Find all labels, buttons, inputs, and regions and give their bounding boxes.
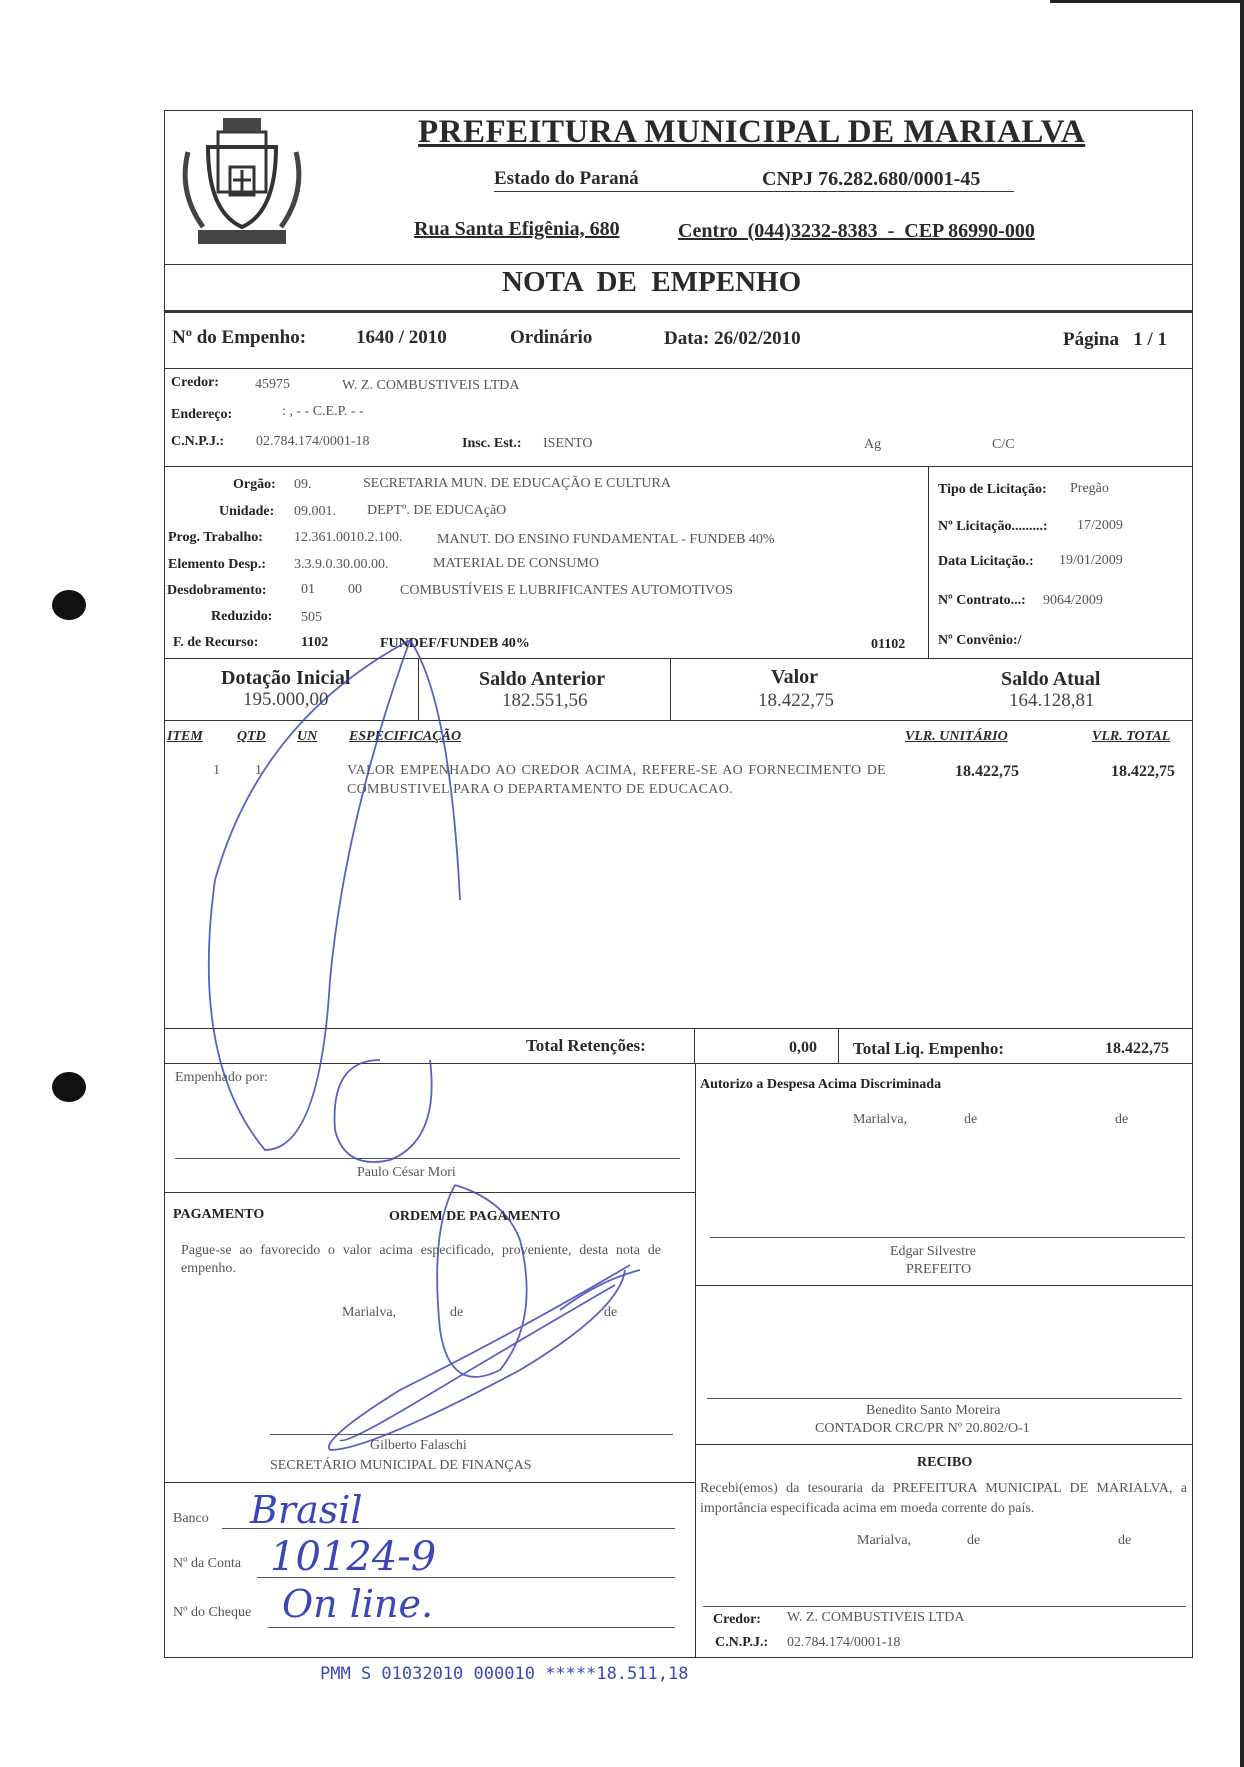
banco-label: Banco: [173, 1511, 209, 1526]
espec-col-header: ESPECIFICAÇÃO: [349, 729, 462, 744]
account-label: C/C: [992, 437, 1015, 452]
pagamento-city: Marialva,: [342, 1305, 397, 1320]
header-state-line: [494, 191, 1014, 192]
credor-label: Credor:: [171, 375, 219, 390]
cnpj-value: 02.784.174/0001-18: [256, 434, 370, 449]
desdobramento-code2: 00: [348, 582, 362, 597]
divider: [418, 658, 419, 720]
liq-empenho-value: 18.422,75: [1105, 1040, 1169, 1057]
cheque-label: Nº do Cheque: [173, 1605, 252, 1620]
divider: [164, 1482, 695, 1483]
empenhado-por-name: Paulo César Mori: [357, 1165, 456, 1180]
autorizo-de1: de: [964, 1112, 978, 1127]
header-cnpj: CNPJ 76.282.680/0001-45: [762, 168, 981, 190]
autorizo-label: Autorizo a Despesa Acima Discriminada: [700, 1077, 942, 1092]
dotacao-inicial-label: Dotação Inicial: [221, 667, 351, 689]
retencoes-label: Total Retenções:: [526, 1036, 646, 1055]
recibo-credor-name: W. Z. COMBUSTIVEIS LTDA: [787, 1610, 965, 1625]
divider: [838, 1028, 839, 1063]
divider: [164, 720, 1193, 721]
conta-label: Nº da Conta: [173, 1556, 242, 1571]
empenho-type: Ordinário: [510, 327, 593, 348]
contador-role: CONTADOR CRC/PR Nº 20.802/O-1: [815, 1421, 1030, 1436]
valor-value: 18.422,75: [758, 690, 834, 711]
divider: [694, 1028, 695, 1063]
unidade-code: 09.001.: [294, 504, 336, 519]
header-district: Centro (044)3232-8383 - CEP 86990-000: [678, 220, 1035, 242]
desdobramento-label: Desdobramento:: [167, 583, 267, 598]
licitacao-number-label: Nº Licitação.........:: [938, 519, 1048, 534]
pagamento-de2: de: [604, 1305, 618, 1320]
recibo-text: Recebi(emos) da tesouraria da PREFEITURA MUNICIPAL DE MARIALVA, a importância especificada acima em moeda corrente do país.: [700, 1481, 1187, 1516]
cheque-line: [268, 1627, 675, 1628]
saldo-atual-value: 164.128,81: [1009, 690, 1095, 711]
scan-edge-top: [1050, 0, 1244, 3]
recibo-cnpj-label: C.N.P.J.:: [715, 1635, 769, 1650]
ordem-pagamento-title: ORDEM DE PAGAMENTO: [389, 1209, 561, 1224]
divider: [695, 1444, 1193, 1445]
divider: [164, 1028, 1193, 1029]
licitacao-date-label: Data Licitação.:: [938, 554, 1034, 569]
secretario-role: SECRETÁRIO MUNICIPAL DE FINANÇAS: [270, 1458, 532, 1473]
banco-handwritten: Brasil: [250, 1488, 363, 1532]
autorizo-de2: de: [1115, 1112, 1129, 1127]
recurso-code: 1102: [301, 635, 329, 650]
divider: [928, 466, 929, 658]
conta-handwritten: 10124-9: [270, 1534, 437, 1580]
recibo-credor-label: Credor:: [713, 1612, 761, 1627]
empenho-number-label: Nº do Empenho:: [172, 327, 307, 348]
item-number: 1: [213, 763, 220, 778]
recurso-code2: 01102: [871, 637, 906, 652]
divider: [164, 658, 1193, 659]
doc-title: NOTA DE EMPENHO: [502, 266, 802, 298]
licitacao-type-value: Pregão: [1070, 481, 1109, 496]
contrato-label: Nº Contrato...:: [938, 593, 1026, 608]
licitacao-number-value: 17/2009: [1077, 518, 1123, 533]
desdobramento-name: COMBUSTÍVEIS E LUBRIFICANTES AUTOMOTIVOS: [400, 583, 734, 598]
saldo-atual-label: Saldo Atual: [1001, 668, 1101, 690]
unidade-name: DEPTº. DE EDUCAçãO: [367, 503, 507, 518]
divider: [164, 466, 1193, 467]
divider: [164, 1192, 695, 1193]
punch-hole-bottom: [52, 1072, 86, 1102]
convenio-label: Nº Convênio:/: [938, 633, 1022, 648]
signature-line: [707, 1398, 1182, 1399]
prefeito-role: PREFEITO: [906, 1262, 972, 1277]
valor-label: Valor: [771, 666, 819, 688]
recibo-de1: de: [967, 1533, 981, 1548]
retencoes-value: 0,00: [789, 1039, 817, 1056]
signature-line: [703, 1606, 1186, 1607]
divider: [164, 264, 1193, 265]
reduzido-value: 505: [301, 610, 322, 625]
divider: [695, 1063, 696, 1658]
item-unit-value: 18.422,75: [955, 763, 1019, 780]
page-number: Página 1 / 1: [1063, 329, 1167, 350]
pagamento-text: Pague-se ao favorecido o valor acima especificado, proveniente, desta nota de empenho.: [181, 1243, 661, 1276]
punch-hole-top: [52, 590, 86, 620]
scan-edge-right: [1240, 0, 1244, 1767]
orgao-code: 09.: [294, 477, 312, 492]
reduzido-label: Reduzido:: [211, 609, 273, 624]
divider: [164, 368, 1193, 369]
divider: [670, 658, 671, 720]
credor-code: 45975: [255, 377, 290, 392]
empenhado-por-label: Empenhado por:: [175, 1070, 268, 1085]
autorizo-city: Marialva,: [853, 1112, 908, 1127]
credor-name: W. Z. COMBUSTIVEIS LTDA: [342, 378, 520, 393]
saldo-anterior-value: 182.551,56: [502, 690, 588, 711]
recibo-title: RECIBO: [917, 1455, 973, 1470]
signature-line: [270, 1434, 673, 1435]
unit-col-header: VLR. UNITÁRIO: [905, 729, 1008, 744]
address-value: : , - - C.E.P. - -: [282, 404, 364, 419]
page-title: PREFEITURA MUNICIPAL DE MARIALVA: [418, 114, 1086, 150]
prog-code: 12.361.0010.2.100.: [294, 530, 403, 545]
item-description: VALOR EMPENHADO AO CREDOR ACIMA, REFERE-SE AO FORNECIMENTO DE COMBUSTIVEL PARA O DEPARTAMENTO DE EDUCACAO.: [347, 763, 886, 797]
prog-label: Prog. Trabalho:: [168, 530, 263, 545]
prefeito-name: Edgar Silvestre: [890, 1244, 976, 1259]
payment-stamp: PMM S 01032010 000010 *****18.511,18: [320, 1664, 689, 1684]
divider: [164, 310, 1193, 313]
empenho-date: Data: 26/02/2010: [664, 328, 801, 349]
cheque-handwritten: On line.: [282, 1582, 434, 1626]
header-address: Rua Santa Efigênia, 680: [414, 218, 620, 240]
pagamento-title: PAGAMENTO: [173, 1207, 265, 1222]
dotacao-inicial-value: 195.000,00: [243, 689, 329, 710]
unidade-label: Unidade:: [219, 504, 275, 519]
divider: [695, 1285, 1193, 1286]
item-col-header: ITEM: [167, 729, 203, 744]
recurso-name: FUNDEF/FUNDEB 40%: [380, 636, 530, 651]
insc-label: Insc. Est.:: [462, 436, 522, 451]
elemento-name: MATERIAL DE CONSUMO: [433, 556, 599, 571]
total-col-header: VLR. TOTAL: [1092, 729, 1171, 744]
licitacao-type-label: Tipo de Licitação:: [938, 482, 1047, 497]
contador-name: Benedito Santo Moreira: [866, 1403, 1001, 1418]
un-col-header: UN: [297, 729, 318, 744]
recibo-de2: de: [1118, 1533, 1132, 1548]
recurso-label: F. de Recurso:: [173, 635, 259, 650]
agency-label: Ag: [864, 437, 882, 452]
address-label: Endereço:: [171, 407, 233, 422]
saldo-anterior-label: Saldo Anterior: [479, 668, 606, 690]
signature-line: [710, 1237, 1185, 1238]
item-qtd: 1: [255, 763, 262, 778]
recibo-city: Marialva,: [857, 1533, 912, 1548]
liq-empenho-label: Total Liq. Empenho:: [853, 1039, 1004, 1058]
elemento-code: 3.3.9.0.30.00.00.: [294, 557, 389, 572]
secretario-name: Gilberto Falaschi: [370, 1438, 467, 1453]
pagamento-de1: de: [450, 1305, 464, 1320]
signature-line: [175, 1158, 680, 1159]
desdobramento-code1: 01: [301, 582, 315, 597]
empenho-number: 1640 / 2010: [356, 327, 447, 348]
recibo-cnpj-value: 02.784.174/0001-18: [787, 1635, 901, 1650]
elemento-label: Elemento Desp.:: [168, 557, 266, 572]
qtd-col-header: QTD: [237, 729, 266, 744]
cnpj-label: C.N.P.J.:: [171, 434, 225, 449]
divider: [164, 1063, 1193, 1064]
prog-name: MANUT. DO ENSINO FUNDAMENTAL - FUNDEB 40%: [437, 532, 775, 547]
contrato-value: 9064/2009: [1043, 593, 1103, 608]
header-state: Estado do Paraná: [494, 168, 639, 189]
insc-value: ISENTO: [543, 436, 593, 451]
item-total-value: 18.422,75: [1111, 763, 1175, 780]
orgao-label: Orgão:: [233, 477, 276, 492]
licitacao-date-value: 19/01/2009: [1059, 553, 1123, 568]
municipal-crest-icon: [168, 112, 316, 252]
orgao-name: SECRETARIA MUN. DE EDUCAÇÃO E CULTURA: [363, 476, 671, 491]
